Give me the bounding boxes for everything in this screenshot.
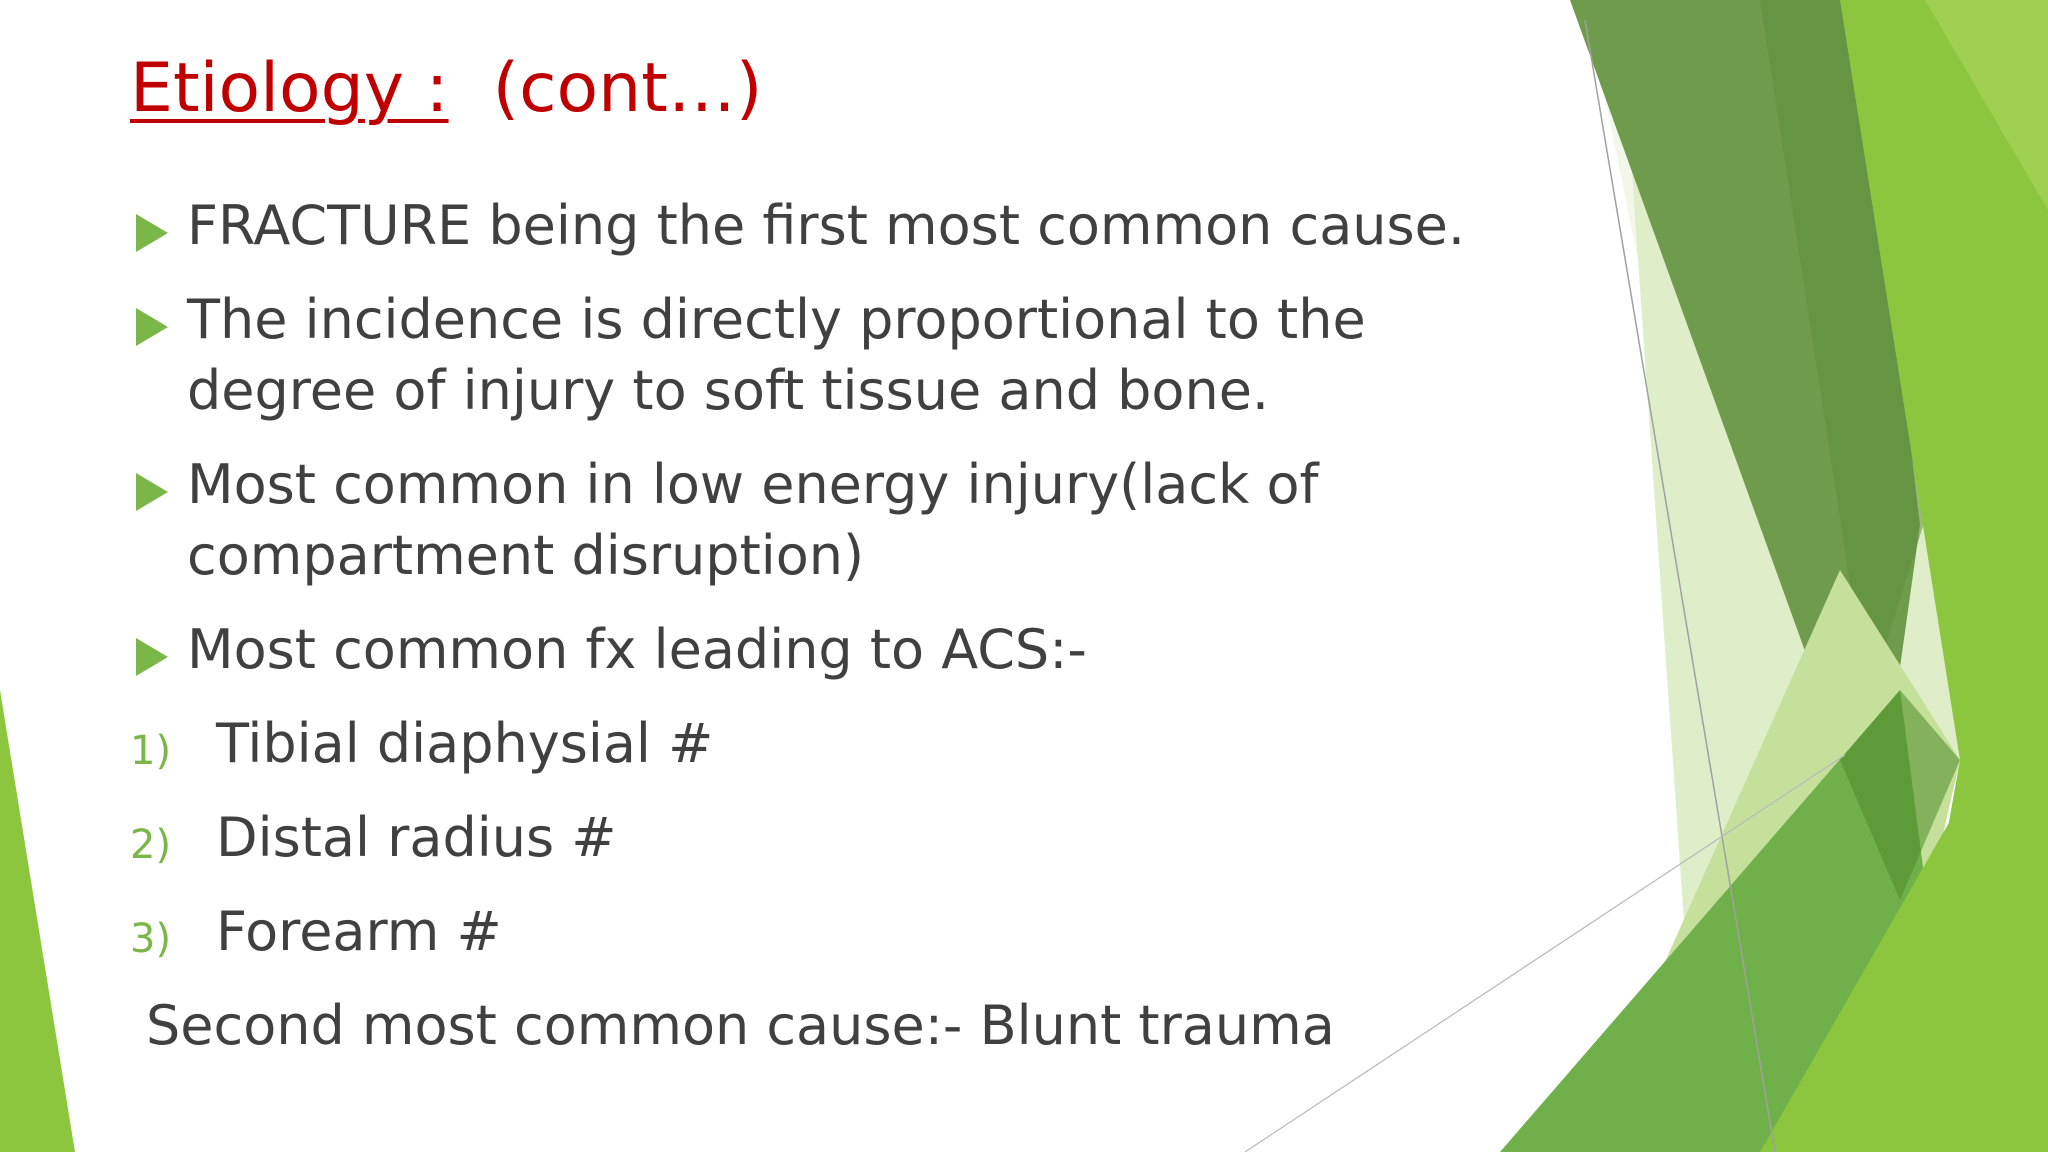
right-triangle-icon [136, 638, 168, 676]
bullet-text: FRACTURE being the first most common cause. [187, 194, 1466, 257]
item-number: 1) [130, 728, 172, 774]
bullet-item [130, 284, 1510, 426]
bullet-text: The incidence is directly proportional to the degree of injury to soft tissue and bone. [187, 288, 1366, 422]
slide-body [130, 190, 1510, 1061]
item-number: 3) [130, 916, 172, 962]
bullet-item [130, 614, 1510, 685]
title-suffix: (cont…) [492, 49, 763, 128]
right-triangle-icon [136, 473, 168, 511]
title-main: Etiology : [130, 49, 449, 128]
numbered-text: Forearm # [216, 900, 502, 963]
bullet-text: Most common in low energy injury(lack of compartment disruption) [187, 453, 1319, 587]
bullet-item [130, 449, 1437, 591]
footer-line: Second most common cause:- Blunt trauma [146, 994, 1335, 1057]
right-triangle-icon [136, 308, 168, 346]
bullet-text: Most common fx leading to ACS:- [187, 618, 1087, 681]
right-triangle-icon [136, 214, 168, 252]
numbered-item [130, 708, 1510, 779]
slide-title [130, 42, 762, 136]
numbered-text: Tibial diaphysial # [216, 712, 714, 775]
numbered-text: Distal radius # [216, 806, 617, 869]
numbered-item [130, 802, 1510, 873]
numbered-item [130, 896, 1510, 967]
item-number: 2) [130, 822, 172, 868]
bullet-item [130, 190, 1510, 261]
